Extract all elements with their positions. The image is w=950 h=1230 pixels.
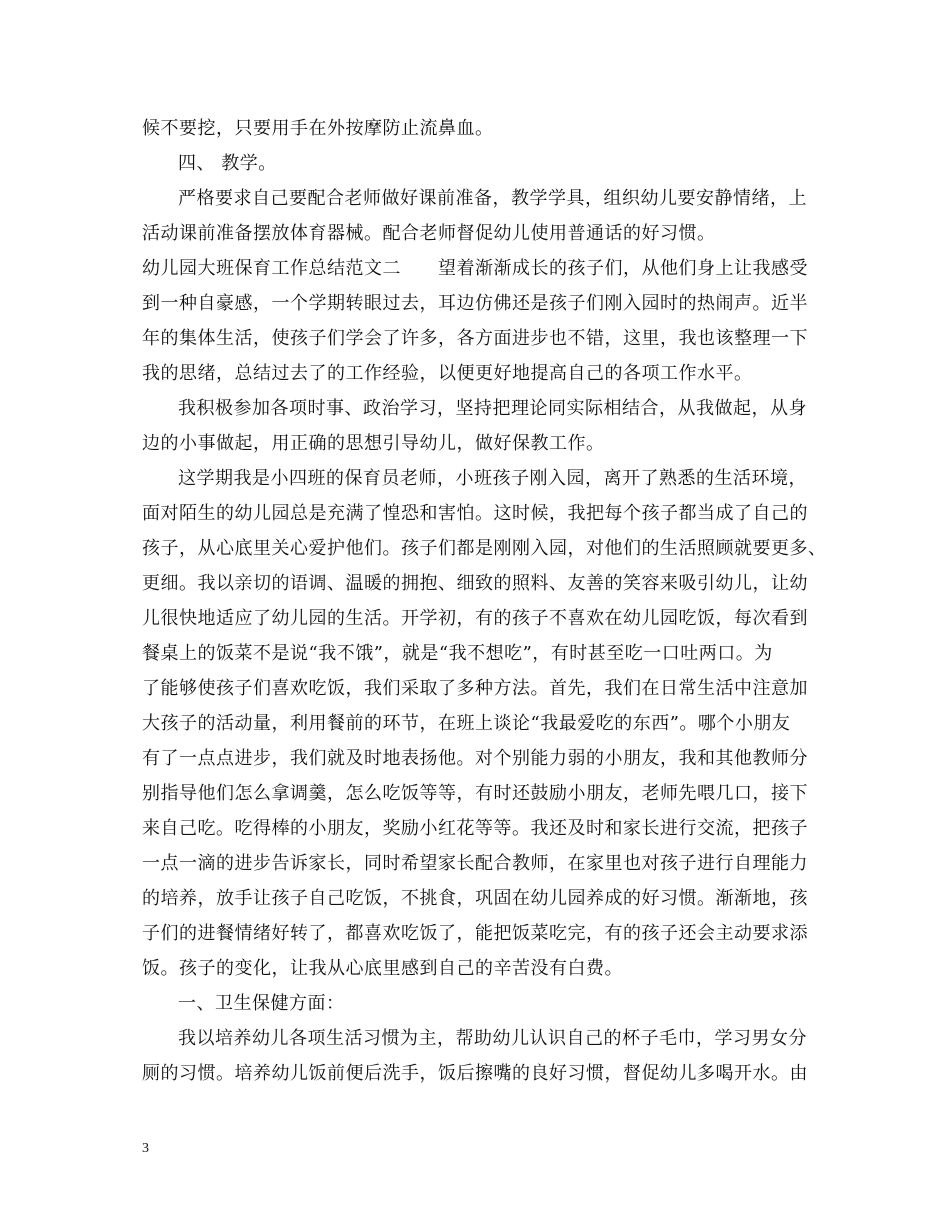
text-line: 候不要挖，只要用手在外按摩防止流鼻血。: [142, 118, 494, 139]
text-line: 儿很快地适应了幼儿园的生活。开学初，有的孩子不喜欢在幼儿园吃饭，每次看到: [142, 608, 808, 629]
text-line: 别指导他们怎么拿调羹，怎么吃饭等等，有时还鼓励小朋友，老师先喂几口，接下: [142, 783, 808, 804]
text-line: 了能够使孩子们喜欢吃饭，我们采取了多种方法。首先，我们在日常生活中注意加: [142, 678, 808, 699]
text-line: 活动课前准备摆放体育器械。配合老师督促幼儿使用普通话的好习惯。: [142, 223, 716, 244]
text-line: 严格要求自己要配合老师做好课前准备，教学学具，组织幼儿要安静情绪，上: [178, 188, 807, 209]
text-line: 更细。我以亲切的语调、温暖的拥抱、细致的照料、友善的笑容来吸引幼儿，让幼: [142, 573, 808, 594]
text-line: 年的集体生活，使孩子们学会了许多，各方面进步也不错，这里，我也该整理一下: [142, 328, 808, 349]
text-line: 厕的习惯。培养幼儿饭前便后洗手，饭后擦嘴的良好习惯，督促幼儿多喝开水。由: [142, 1063, 808, 1084]
text-line: 边的小事做起，用正确的思想引导幼儿，做好保教工作。: [142, 433, 605, 454]
text-line: 孩子，从心底里关心爱护他们。孩子们都是刚刚入园，对他们的生活照顾就要更多、: [142, 538, 827, 559]
text-line: 一点一滴的进步告诉家长，同时希望家长配合教师，在家里也对孩子进行自理能力: [142, 853, 808, 874]
text-line: 来自己吃。吃得棒的小朋友，奖励小红花等等。我还及时和家长进行交流，把孩子: [142, 818, 808, 839]
text-line: 有了一点点进步，我们就及时地表扬他。对个别能力弱的小朋友，我和其他教师分: [142, 748, 808, 769]
text-line: 大孩子的活动量，利用餐前的环节，在班上谈论“我最爱吃的东西”。哪个小朋友: [142, 713, 791, 734]
text-line: 我积极参加各项时事、政治学习，坚持把理论同实际相结合，从我做起，从身: [178, 398, 807, 419]
text-line: 的培养，放手让孩子自己吃饭，不挑食，巩固在幼儿园养成的好习惯。渐渐地，孩: [142, 888, 808, 909]
text-line: 到一种自豪感，一个学期转眼过去，耳边仿佛还是孩子们刚入园时的热闹声。近半: [142, 293, 808, 314]
page-number: 3: [142, 1141, 149, 1156]
text-line: 饭。孩子的变化，让我从心底里感到自己的辛苦没有白费。: [142, 958, 623, 979]
text-line: 这学期我是小四班的保育员老师，小班孩子刚入园，离开了熟悉的生活环境，: [178, 468, 807, 489]
text-line: 子们的进餐情绪好转了，都喜欢吃饭了，能把饭菜吃完，有的孩子还会主动要求添: [142, 923, 808, 944]
section-heading: 一、卫生保健方面：: [178, 993, 345, 1014]
text-line: 我以培养幼儿各项生活习惯为主，帮助幼儿认识自己的杯子毛巾，学习男女分: [178, 1028, 807, 1049]
section-heading: 四、 教学。: [178, 153, 277, 174]
text-line: 餐桌上的饭菜不是说“我不饿”，就是“我不想吃”，有时甚至吃一口吐两口。为: [142, 643, 773, 664]
text-line: 面对陌生的幼儿园总是充满了惶恐和害怕。这时候，我把每个孩子都当成了自己的: [142, 503, 808, 524]
text-line: 幼儿园大班保育工作总结范文二 望着渐渐成长的孩子们，从他们身上让我感受: [142, 258, 808, 279]
text-line: 我的思绪，总结过去了的工作经验，以便更好地提高自己的各项工作水平。: [142, 363, 753, 384]
